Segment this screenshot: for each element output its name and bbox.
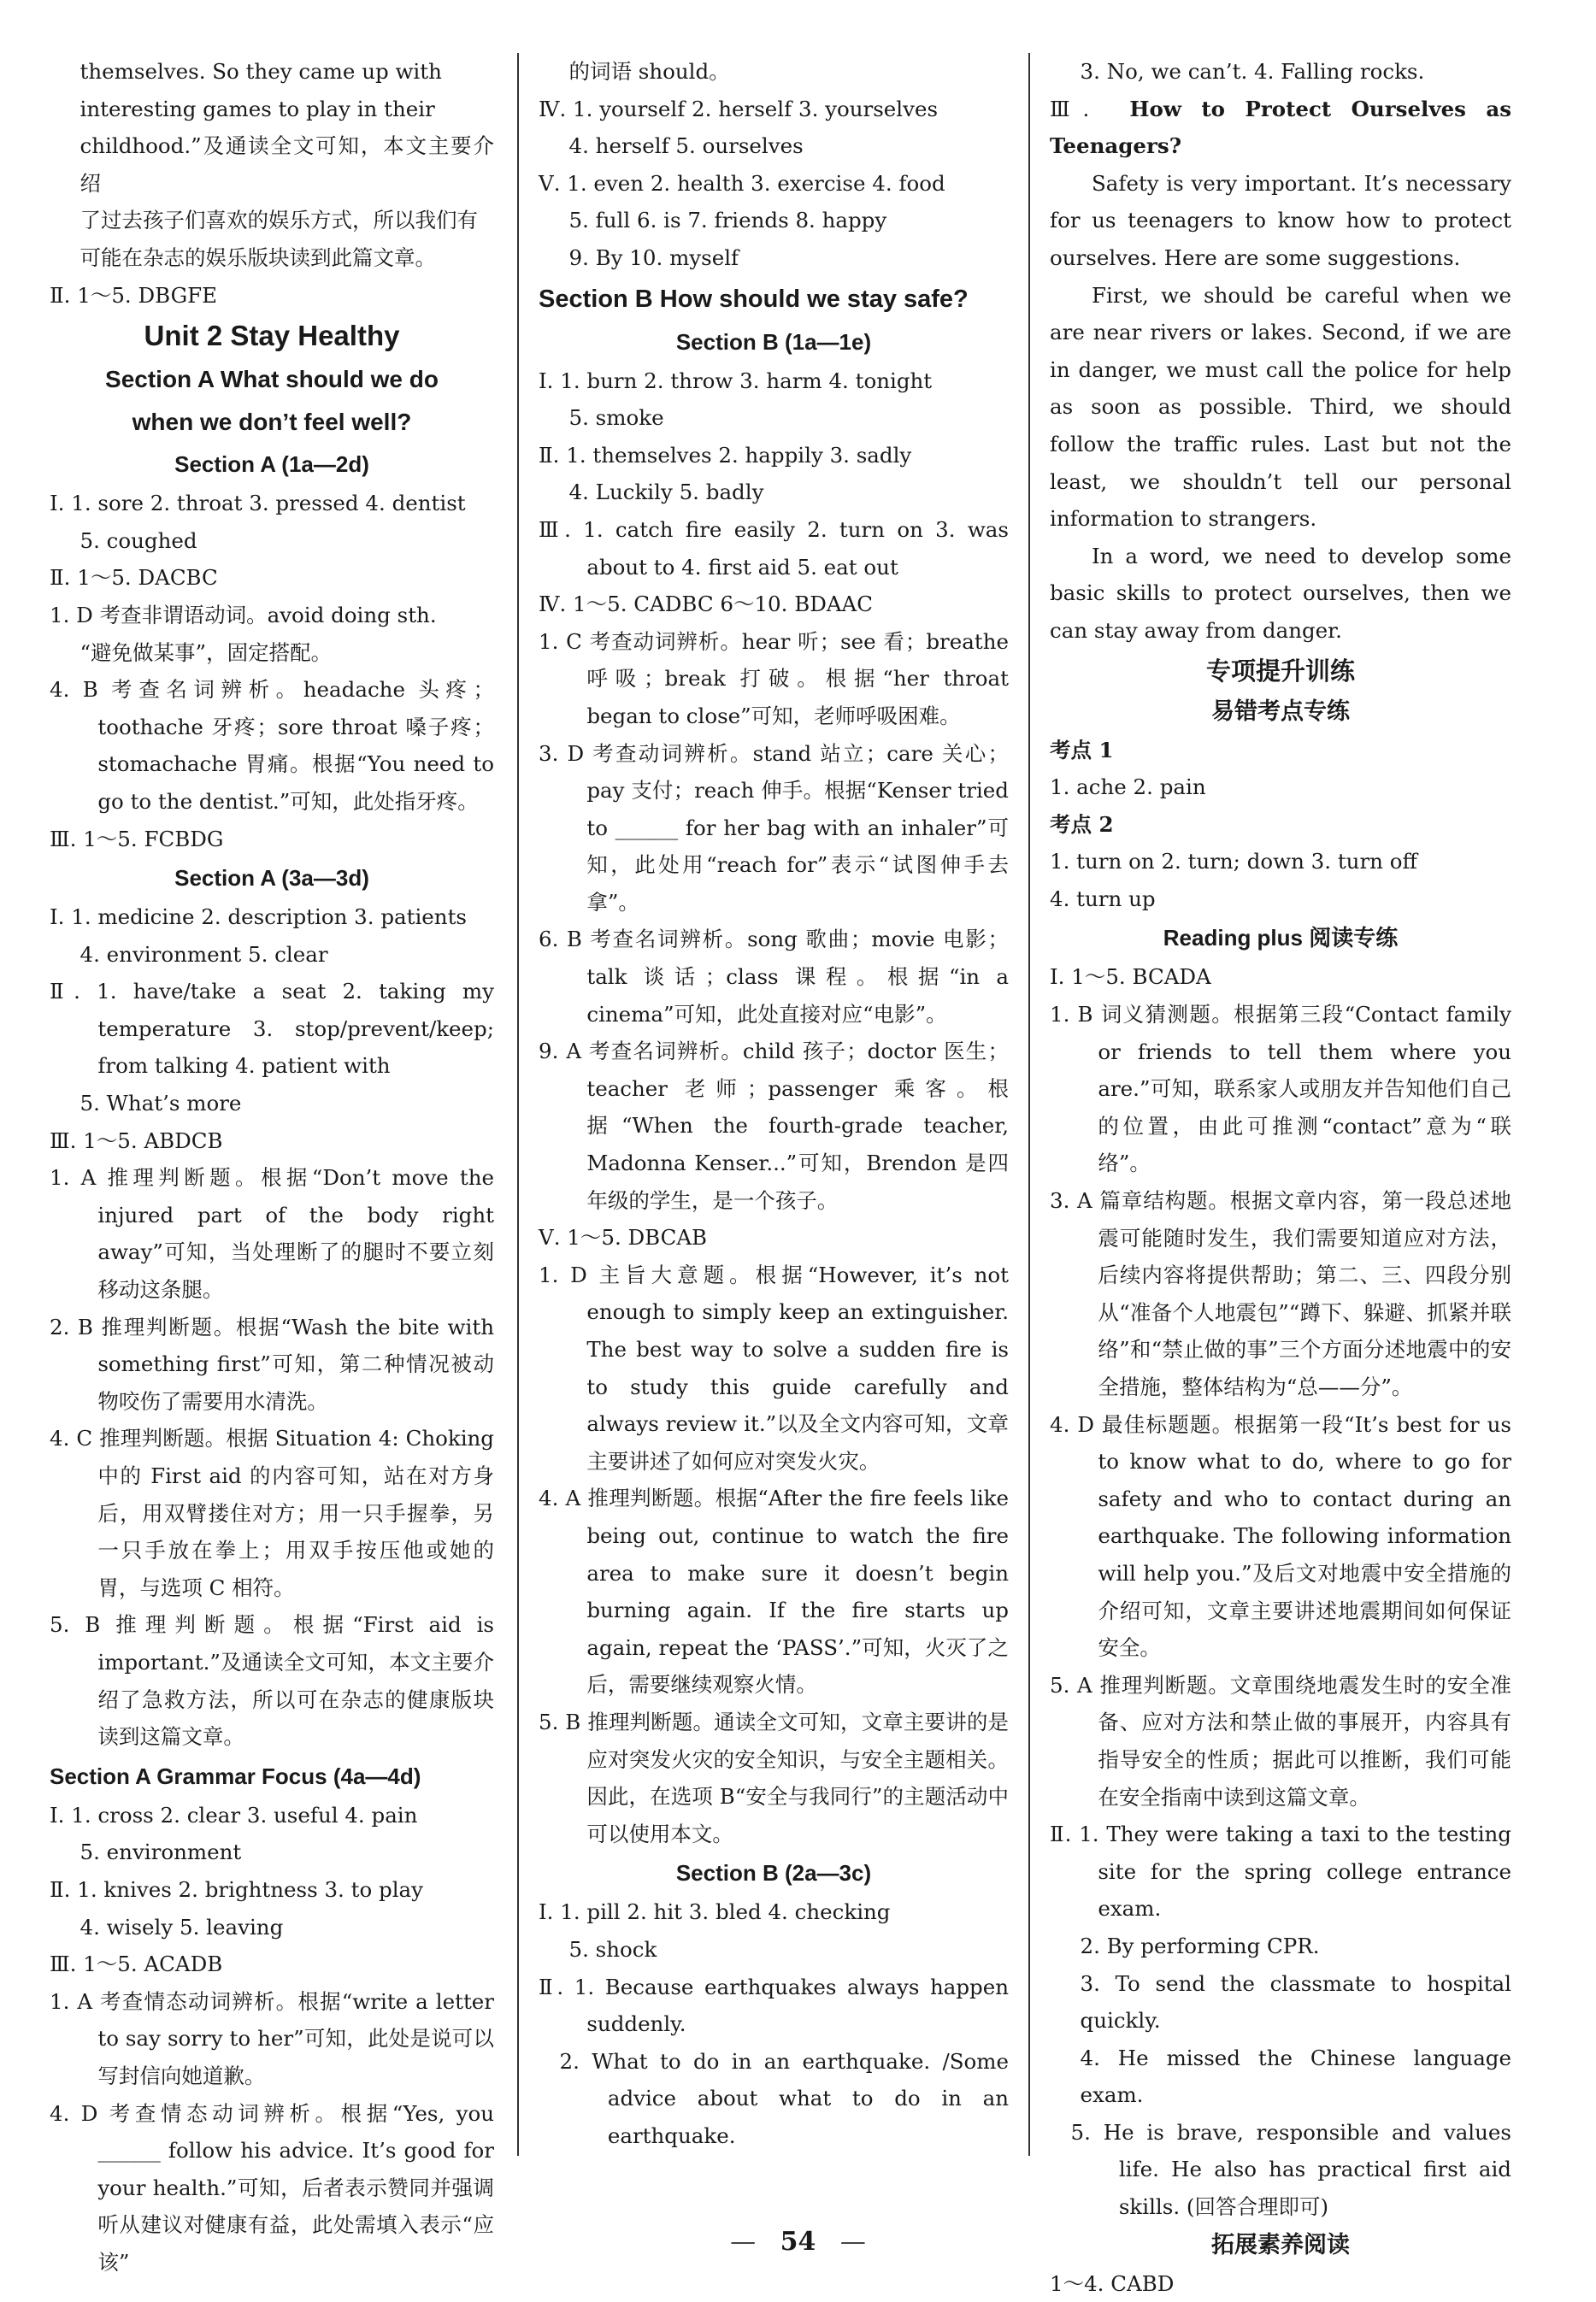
explanation: “避免做某事”，固定搭配。 bbox=[80, 639, 333, 665]
answer-line: 5. environment bbox=[80, 1840, 242, 1865]
answer-line: 的词语 should。 bbox=[568, 59, 730, 84]
column-divider bbox=[517, 53, 519, 2156]
right-column bbox=[1050, 53, 1511, 2302]
answer-line: Ⅰ. 1. medicine 2. description 3. patients bbox=[50, 904, 467, 930]
roman-numeral: Ⅲ. bbox=[1050, 96, 1090, 121]
answer-line: 1. ache 2. pain bbox=[1050, 774, 1206, 800]
explanation: 4. C 推理判断题。根据 Situation 4: Choking 中的 First aid 的内容可知，站在对方身后，用双臂搂住对方；用一只手握拳，另一只手放在拳上；用双手按压他或她的胃，与选项 C 相符。 bbox=[50, 1426, 494, 1600]
answer-line: 4. Luckily 5. badly bbox=[568, 480, 764, 505]
answer-line: Ⅱ. 1. Because earthquakes always happen suddenly. bbox=[539, 1974, 1009, 2037]
answer-line: Ⅰ. 1. burn 2. throw 3. harm 4. tonight bbox=[539, 368, 933, 393]
explanation: 4. D 考查情态动词辨析。根据“Yes, you ______ follow his advice. It’s good for your health.”可知，后者表示赞同并强调听从建议对健康有益，此处需填入表示“应该” bbox=[50, 2100, 494, 2275]
answer-line: 5. shock bbox=[568, 1936, 657, 1962]
answer-line: Ⅲ. 1～5. ACADB bbox=[50, 1952, 223, 1977]
answer-line: 1. turn on 2. turn; down 3. turn off bbox=[1050, 849, 1417, 874]
answer-line: Ⅲ. 1～5. ABDCB bbox=[50, 1127, 223, 1153]
page-number-dash: — bbox=[839, 2227, 866, 2257]
answer-line: Ⅱ. 1. have/take a seat 2. taking my temperature 3. stop/prevent/keep; from talking 4. patient with bbox=[50, 979, 494, 1079]
explanation: 2. B 推理判断题。根据“Wash the bite with something first”可知，第二种情况被动物咬伤了需要用水清洗。 bbox=[50, 1314, 494, 1414]
explanation: 5. B 推理判断题。根据“First aid is important.”及通读全文可知，本文主要介绍了急救方法，所以可在杂志的健康版块读到这篇文章。 bbox=[50, 1612, 494, 1750]
answer-line: 4. turn up bbox=[1050, 886, 1156, 911]
answer-line: Ⅰ. 1～5. BCADA bbox=[1050, 964, 1211, 990]
answer-line: 3. No, we can’t. 4. Falling rocks. bbox=[1080, 59, 1425, 84]
explanation: 3. A 篇章结构题。根据文章内容，第一段总述地震可能随时发生，我们需要知道应对方法，后续内容将提供帮助；第二、三、四段分别从“准备个人地震包”“蹲下、躲避、抓紧并联络”和“禁止做的事”三个方面分述地震中的安全措施，整体结构为“总——分”。 bbox=[1050, 1188, 1511, 1399]
section-heading: when we don’t feel well? bbox=[132, 409, 412, 436]
answer-line: 5. coughed bbox=[80, 527, 197, 553]
essay-paragraph: In a word, we need to develop some basic skills to protect ourselves, then we can stay away from danger. bbox=[1050, 543, 1511, 643]
explanation: 6. B 考查名词辨析。song 歌曲；movie 电影；talk 谈话；class 课程。根据“in a cinema”可知，此处直接对应“电影”。 bbox=[539, 927, 1009, 1027]
answer-line: Ⅱ. 1. knives 2. brightness 3. to play bbox=[50, 1876, 423, 1902]
explanation: 5. A 推理判断题。文章围绕地震发生时的安全准备、应对方法和禁止做的事展开，内容具有指导安全的性质；据此可以推断，我们可能在安全指南中读到这篇文章。 bbox=[1050, 1672, 1511, 1810]
subsection-heading: Reading plus 阅读专练 bbox=[1163, 925, 1399, 951]
explanation: 3. D 考查动词辨析。stand 站立；care 关心；pay 支付；reach 伸手。根据“Kenser tried to ______ for her bag with an inhaler”可知，此处用“reach for”表示“试图伸手去拿”。 bbox=[539, 740, 1009, 915]
subsection-heading: Section B (2a—3c) bbox=[675, 1860, 872, 1887]
explanation: 1. A 考查情态动词辨析。根据“write a letter to say sorry to her”可知，此处是说可以写封信向她道歉。 bbox=[50, 1988, 494, 2088]
answer-line: Ⅴ. 1. even 2. health 3. exercise 4. food bbox=[539, 170, 945, 196]
explanation: 1. D 主旨大意题。根据“However, it’s not enough to simply keep an extinguisher. The best way to solve a sudden fire is to study this guide carefully and always review it.”以及全文内容可知，文章主要讲述了如何应对突发火灾。 bbox=[539, 1262, 1009, 1474]
answer-line: 3. To send the classmate to hospital quickly. bbox=[1080, 1970, 1511, 2034]
answer-line: Ⅰ. 1. pill 2. hit 3. bled 4. checking bbox=[539, 1899, 891, 1925]
essay-title-line bbox=[1050, 91, 1511, 165]
column-divider bbox=[1028, 53, 1030, 2156]
essay-title: How to Protect Ourselves as Teenagers? bbox=[1050, 96, 1511, 159]
subsection-heading: 易错考点专练 bbox=[1211, 698, 1350, 725]
answer-line: Ⅰ. 1. sore 2. throat 3. pressed 4. dentist bbox=[50, 491, 466, 516]
answer-line: Ⅱ. 1～5. DBGFE bbox=[50, 282, 218, 308]
answer-line: 5. smoke bbox=[568, 405, 664, 431]
answer-line: Ⅲ. 1. catch fire easily 2. turn on 3. was about to 4. first aid 5. eat out bbox=[539, 516, 1009, 580]
subsection-heading: Section A (3a—3d) bbox=[174, 865, 369, 892]
answer-line: 5. full 6. is 7. friends 8. happy bbox=[568, 208, 887, 233]
middle-column bbox=[539, 53, 1009, 2154]
answer-line: interesting games to play in their bbox=[80, 96, 435, 121]
explanation: 4. B 考查名词辨析。headache 头疼；toothache 牙疼；sore throat 嗓子疼；stomachache 胃痛。根据“You need to go to the dentist.”可知，此处指牙疼。 bbox=[50, 677, 494, 814]
answer-line: 1～4. CABD bbox=[1050, 2270, 1175, 2296]
answer-line: Ⅳ. 1. yourself 2. herself 3. yourselves bbox=[539, 96, 939, 121]
answer-line: 了过去孩子们喜欢的娱乐方式，所以我们有 bbox=[80, 208, 479, 233]
page-number bbox=[0, 2227, 1596, 2257]
answer-line: Ⅰ. 1. cross 2. clear 3. useful 4. pain bbox=[50, 1802, 418, 1828]
essay-paragraph: First, we should be careful when we are near rivers or lakes. Second, if we are in danger, we must call the police for help as soon as possible. Third, we should follow the traffic rules. Last but not the least, we shouldn’t tell our personal information to strangers. bbox=[1050, 282, 1511, 532]
subsection-heading: 拓展素养阅读 bbox=[1211, 2231, 1350, 2258]
page-number-value: 54 bbox=[780, 2227, 816, 2257]
answer-line: 2. By performing CPR. bbox=[1080, 1933, 1320, 1958]
subsection-heading: Section B (1a—1e) bbox=[675, 328, 872, 355]
answer-line: 2. What to do in an earthquake. /Some advice about what to do in an earthquake. bbox=[559, 2048, 1009, 2148]
key-point-label: 考点 2 bbox=[1050, 811, 1114, 837]
answer-line: Ⅱ. 1～5. DACBC bbox=[50, 565, 218, 591]
unit-heading: Unit 2 Stay Healthy bbox=[144, 320, 400, 352]
answer-line: 5. What’s more bbox=[80, 1091, 242, 1116]
answer-line: childhood.”及通读全文可知，本文主要介绍 bbox=[80, 133, 494, 196]
answer-line: 可能在杂志的娱乐版块读到此篇文章。 bbox=[80, 244, 437, 270]
explanation: 1. B 词义猜测题。根据第三段“Contact family or friends to tell them where you are.”可知，联系家人或朋友并告知他们自己的位置，由此可推测“contact”意为“联络”。 bbox=[1050, 1002, 1511, 1176]
explanation: 4. D 最佳标题题。根据第一段“It’s best for us to know what to do, where to go for safety and who to contact during an earthquake. The following information will help you.”及后文对地震中安全措施的介绍可知，文章主要讲述地震期间如何保证安全。 bbox=[1050, 1411, 1511, 1661]
answer-line: Ⅱ. 1. themselves 2. happily 3. sadly bbox=[539, 442, 912, 468]
key-point-label: 考点 1 bbox=[1050, 737, 1114, 762]
subsection-heading: Section A (1a—2d) bbox=[174, 451, 369, 478]
answer-line: themselves. So they came up with bbox=[80, 59, 442, 84]
section-heading: Section A What should we do bbox=[105, 366, 439, 393]
explanation: 5. B 推理判断题。通读全文可知，文章主要讲的是应对突发火灾的安全知识，与安全主题相关。因此，在选项 B“安全与我同行”的主题活动中可以使用本文。 bbox=[539, 1709, 1009, 1846]
subsection-heading: Section A Grammar Focus (4a—4d) bbox=[50, 1763, 421, 1789]
explanation: 1. A 推理判断题。根据“Don’t move the injured part of the body right away”可知，当处理断了的腿时不要立刻移动这条腿。 bbox=[50, 1165, 494, 1303]
answer-line: 4. He missed the Chinese language exam. bbox=[1080, 2045, 1511, 2108]
explanation: 4. A 推理判断题。根据“After the fire feels like being out, continue to watch the fire area to make sure it doesn’t begin burning again. If the fire starts up again, repeat the ‘PASS’.”可知，火灭了之后，需要继续观察火情。 bbox=[539, 1486, 1009, 1698]
answer-line: Ⅱ. 1. They were taking a taxi to the testing site for the spring college entrance exam. bbox=[1050, 1822, 1511, 1922]
answer-line: 4. wisely 5. leaving bbox=[80, 1914, 284, 1940]
answer-line: 9. By 10. myself bbox=[568, 244, 739, 270]
answer-line: Ⅲ. 1～5. FCBDG bbox=[50, 826, 224, 851]
left-column bbox=[50, 53, 494, 2281]
section-heading: Section B How should we stay safe? bbox=[539, 285, 969, 313]
explanation: 1. D 考查非谓语动词。avoid doing sth. bbox=[50, 602, 437, 627]
page-number-dash: — bbox=[730, 2227, 757, 2257]
section-heading: 专项提升训练 bbox=[1205, 656, 1355, 686]
answer-line: 4. herself 5. ourselves bbox=[568, 133, 804, 159]
answer-line: Ⅳ. 1～5. CADBC 6～10. BDAAC bbox=[539, 592, 873, 617]
essay-paragraph: Safety is very important. It’s necessary for us teenagers to know how to protect ourselves. Here are some suggestions. bbox=[1050, 170, 1511, 270]
answer-line: 5. He is brave, responsible and values life. He also has practical first aid skills. (回答合理即可) bbox=[1070, 2119, 1511, 2220]
explanation: 9. A 考查名词辨析。child 孩子；doctor 医生；teacher 老师；passenger 乘客。根据“When the fourth-grade teacher, Madonna Kenser...”可知，Brendon 是四年级的学生，是一个孩子。 bbox=[539, 1039, 1009, 1213]
answer-line: Ⅴ. 1～5. DBCAB bbox=[539, 1225, 708, 1251]
explanation: 1. C 考查动词辨析。hear 听；see 看；breathe 呼吸；break 打破。根据“her throat began to close”可知，老师呼吸困难。 bbox=[539, 628, 1009, 728]
answer-line: 4. environment 5. clear bbox=[80, 941, 328, 967]
